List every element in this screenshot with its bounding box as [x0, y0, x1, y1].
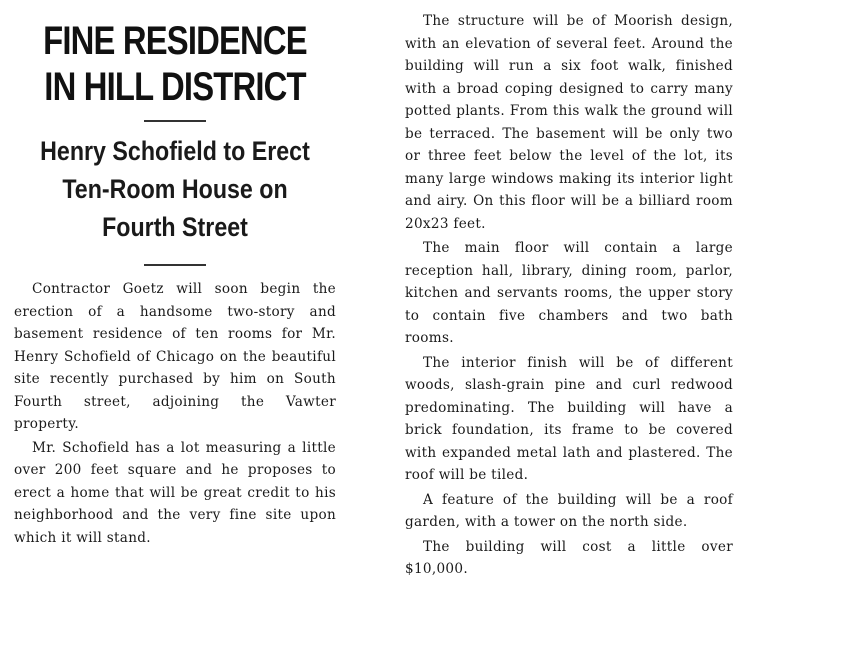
headline-line-1: FINE RESIDENCE — [43, 19, 307, 63]
article-paragraph: The structure will be of Moorish design, with an elevation of several feet. Around the building will run a six foot walk, finished with a broad coping designed to carry many potted plants. From this walk the ground will be terraced. The basement will be only two or three feet below the level of the lot, its many large windows making its interior light and airy. On this floor will be a billiard room 20x23 feet. — [405, 13, 733, 232]
subheadline-line-3: Fourth Street — [102, 212, 248, 242]
subheadline-rule — [144, 264, 206, 266]
right-column — [405, 10, 733, 583]
article-paragraph: Mr. Schofield has a lot measuring a little over 200 feet square and he proposes to erect a home that will be great credit to his neighborhood and the very fine site upon which it will stand. — [14, 439, 336, 546]
article-paragraph: Contractor Goetz will soon begin the erection of a handsome two-story and basement residence of ten rooms for Mr. Henry Schofield of Chicago on the beautiful site recently purchased by him on South Fourth street, adjoining the Vawter property. — [14, 281, 336, 432]
subheadline-line-1: Henry Schofield to Erect — [40, 136, 310, 166]
headline-rule — [144, 120, 206, 122]
headline-line-2: IN HILL DISTRICT — [44, 65, 306, 109]
left-column — [14, 18, 336, 549]
subheadline-line-2: Ten-Room House on — [62, 174, 288, 204]
article-paragraph: The building will cost a little over $10,000. — [405, 538, 733, 577]
article-paragraph: A feature of the building will be a roof garden, with a tower on the north side. — [405, 491, 733, 530]
article-paragraph: The main floor will contain a large reception hall, library, dining room, parlor, kitchen and servants rooms, the upper story to contain five chambers and two bath rooms. — [405, 240, 733, 346]
article-paragraph: The interior finish will be of different woods, slash-grain pine and curl redwood predominating. The building will have a brick foundation, its frame to be covered with expanded metal lath and plastered. The roof will be tiled. — [405, 354, 733, 483]
